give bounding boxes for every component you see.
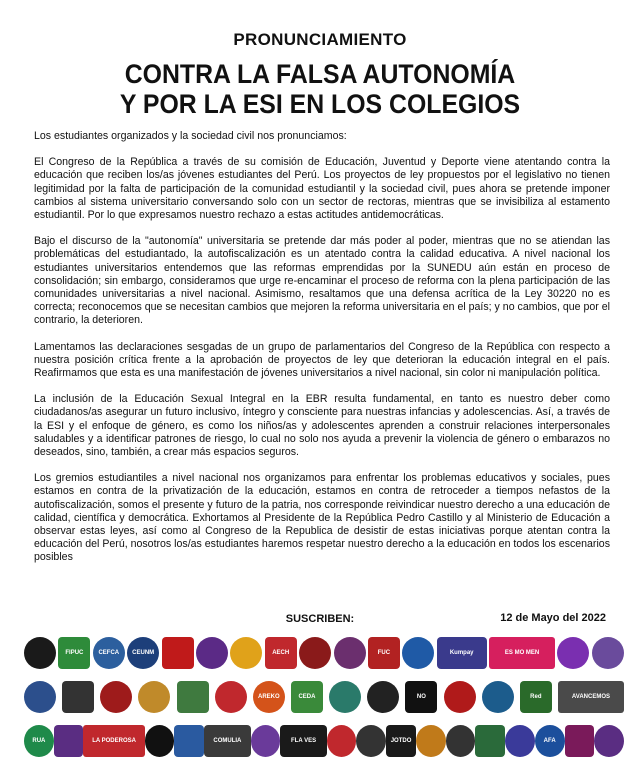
org-logo xyxy=(215,681,247,713)
org-logo-text: COMULIA xyxy=(213,737,242,744)
org-logo xyxy=(265,637,297,669)
org-logo xyxy=(24,681,56,713)
org-logo xyxy=(54,725,84,757)
statement-date: 12 de Mayo del 2022 xyxy=(500,612,606,624)
org-logo xyxy=(565,725,595,757)
org-logo xyxy=(204,725,250,757)
org-logo xyxy=(24,637,56,669)
org-logo xyxy=(557,637,589,669)
org-logo-text: LA PODEROSA xyxy=(92,737,136,744)
org-logo xyxy=(93,637,125,669)
kicker-title: PRONUNCIAMIENTO xyxy=(233,30,407,49)
org-logo xyxy=(174,725,204,757)
org-logo xyxy=(299,637,331,669)
org-logo-text: FIPUC xyxy=(65,649,84,656)
intro-paragraph: Los estudiantes organizados y la sociedad civil nos pronunciamos: xyxy=(34,130,347,142)
logo-row-1 xyxy=(24,632,624,674)
org-logo-text: AVANCEMOS xyxy=(571,693,611,700)
org-logo xyxy=(482,681,514,713)
org-logo xyxy=(444,681,476,713)
org-logo xyxy=(489,637,555,669)
header xyxy=(0,30,640,119)
org-logo-text: CEFCA xyxy=(98,649,120,656)
org-logo xyxy=(253,681,285,713)
main-title xyxy=(26,59,615,119)
org-logo xyxy=(592,637,624,669)
paragraph-3: Lamentamos las declaraciones sesgadas de un grupo de parlamentarios del Congreso de la República con respecto a nuestra posición crítica frente a la aprobación de proyectos de ley que deterioran la educación integral en el país. Reafirmamos que esta es una manifestación de jóvenes universitarios a nivel nacional, sin color ni manipulación política. xyxy=(34,340,610,380)
org-logo xyxy=(437,637,487,669)
org-logo xyxy=(291,681,323,713)
logo-row-3 xyxy=(24,720,624,762)
org-logo-text: Red xyxy=(530,693,542,700)
paragraph-2: Bajo el discurso de la "autonomía" universitaria se pretende dar más poder al poder, mientras que no se atiendan las problemáticas del estudiantado, la autofiscalización es un atentado contra la calidad educativa. A nivel nacional los estudiantes universitarios entendemos que las reformas emprendidas por la SUNEDU aún están en proceso de consolidación; sin embargo, consideramos que urge re-encaminar el proceso de reforma con la plena participación de las comunidades universitarias a nivel nacional. Asimismo, resaltamos que una defensa acrítica de la Ley 30220 no es correcta; reconocemos que se necesitan cambios que mejoren la reforma universitaria en el país; y no cambios, que por el contrario, la deterioren. xyxy=(34,235,610,327)
org-logo xyxy=(177,681,209,713)
org-logo xyxy=(535,725,565,757)
org-logo-text: AREKO xyxy=(258,693,280,700)
org-logo xyxy=(505,725,535,757)
org-logo-text: RUA xyxy=(32,737,46,744)
org-logo xyxy=(334,637,366,669)
org-logo xyxy=(327,725,357,757)
org-logo-text: AFA xyxy=(543,737,556,744)
signatories-label: SUSCRIBEN: xyxy=(285,613,355,625)
org-logo-text: FUC xyxy=(377,649,391,656)
title-line-2: Y POR LA ESI EN LOS COLEGIOS xyxy=(119,89,521,119)
org-logo-text: AECH xyxy=(272,649,290,656)
org-logo-text: CEUNM xyxy=(132,649,155,656)
org-logo xyxy=(145,725,175,757)
statement-body xyxy=(34,130,610,578)
org-logo-text: ES MO MEN xyxy=(504,649,540,656)
org-logo xyxy=(127,637,159,669)
org-logo xyxy=(100,681,132,713)
org-logo-text: CEDA xyxy=(298,693,316,700)
org-logo-text: FLA VES xyxy=(290,737,317,744)
org-logo xyxy=(402,637,434,669)
title-line-1: CONTRA LA FALSA AUTONOMÍA xyxy=(124,59,516,89)
paragraph-1: El Congreso de la República a través de su comisión de Educación, Juventud y Deporte viene atentando contra la educación que reciben los/as jóvenes estudiantes del Perú. Los proyectos de ley propuestos por el legislativo no tienen legitimidad por la falta de participación de la comunidad estudiantil y la sociedad civil, pues ahora se pretende imponer cambios al sistema universitario conversando solo con un sector de rectoras, mientras que se invisibiliza al estamento estudiantil. Por lo que expresamos nuestro rechazo a estas actitudes antidemocráticas. xyxy=(34,156,610,222)
org-logo-text: JOTDO xyxy=(390,737,412,744)
org-logo xyxy=(368,637,400,669)
org-logo xyxy=(405,681,437,713)
org-logo xyxy=(138,681,170,713)
org-logo xyxy=(416,725,446,757)
org-logo xyxy=(386,725,416,757)
org-logo xyxy=(230,637,262,669)
org-logo xyxy=(594,725,624,757)
org-logo xyxy=(446,725,476,757)
org-logo xyxy=(24,725,54,757)
org-logo xyxy=(475,725,505,757)
org-logo xyxy=(251,725,281,757)
org-logo xyxy=(520,681,552,713)
org-logo xyxy=(162,637,194,669)
paragraph-4: La inclusión de la Educación Sexual Integral en la EBR resulta fundamental, en tanto es nuestro deber como ciudadanos/as asegurar un futuro inclusivo, íntegro y consciente para nuestras infancias y adolescencias. Así, a través de la ESI y el enfoque de género, es como los niños/as y adolescentes aprenden a construir relaciones interpersonales saludables y a identificar patrones de riesgo, lo cual no solo nos ayuda a prevenir la violencia de género o embarazos no deseados, sino, también, a crear más espacios seguros. xyxy=(34,393,610,459)
org-logo xyxy=(58,637,90,669)
logo-row-2 xyxy=(24,676,624,718)
org-logo-text: Kumpay xyxy=(449,649,474,656)
signatory-logos xyxy=(24,632,624,764)
org-logo xyxy=(196,637,228,669)
paragraph-5: Los gremios estudiantiles a nivel nacional nos organizamos para enfrentar los problemas educativos y sociales, pues estamos en contra de la privatización de la educación, estamos en contra de retroceder a tiempos nefastos de la autofiscalización, somos el presente y futuro de la patria, nos corresponde reivindicar nuestro derecho a una educación de calidad, científica y democrática. Exhortamos al Presidente de la República Pedro Castillo y al Ministerio de Educación a observar estas leyes, así como al Congreso de la Republica de desistir de estas iniciativas porque atentan contra la educación del Perú, nosotros los/as estudiantes haremos respetar nuestro derecho a la educación en todos los escenarios posibles xyxy=(34,472,610,564)
org-logo xyxy=(367,681,399,713)
org-logo xyxy=(280,725,326,757)
org-logo xyxy=(83,725,144,757)
org-logo xyxy=(558,681,624,713)
org-logo-text: NO xyxy=(416,693,426,700)
org-logo xyxy=(62,681,94,713)
org-logo xyxy=(356,725,386,757)
org-logo xyxy=(329,681,361,713)
